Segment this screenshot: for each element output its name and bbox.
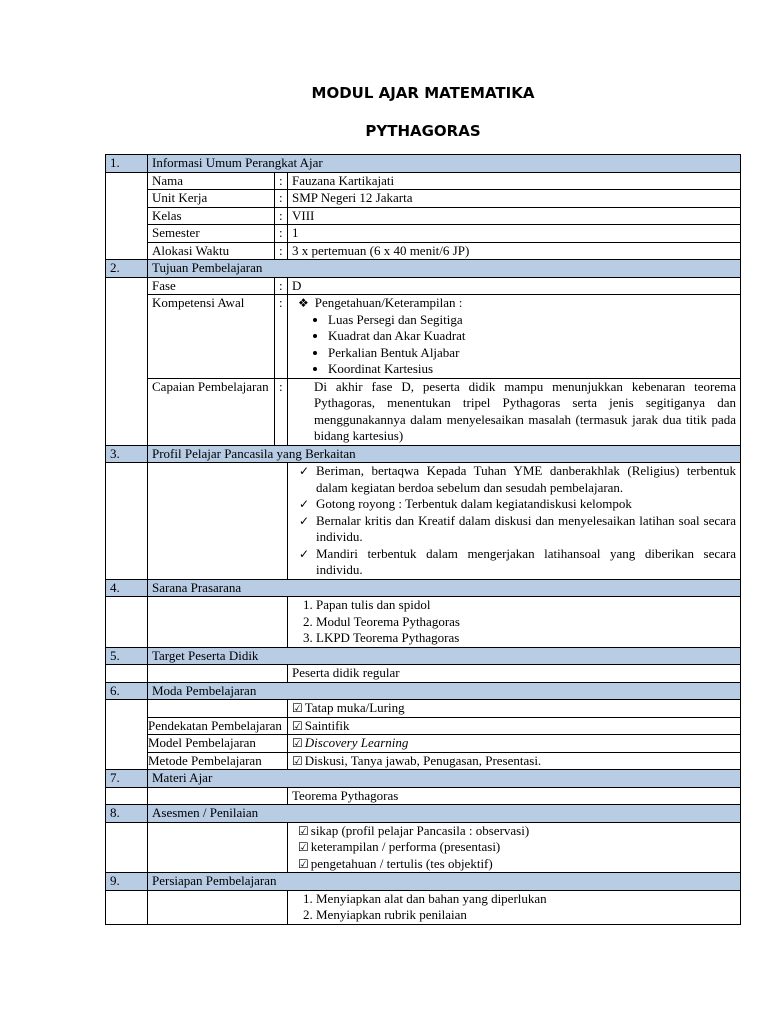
list-item: 1. Menyiapkan alat dan bahan yang diperlukan bbox=[316, 891, 736, 908]
diamond-bullet-icon: ❖ bbox=[298, 296, 309, 310]
section-number: 5. bbox=[106, 647, 148, 665]
row-value: Peserta didik regular bbox=[288, 665, 741, 683]
section-8-header bbox=[106, 805, 741, 823]
profil-content bbox=[288, 463, 741, 580]
list-item: ☑ sikap (profil pelajar Pancasila : observasi) bbox=[298, 822, 530, 838]
colon: : bbox=[275, 378, 288, 445]
row-label: Model Pembelajaran bbox=[148, 735, 288, 753]
module-table bbox=[105, 154, 741, 925]
list-item: • Koordinat Kartesius bbox=[328, 361, 736, 378]
row-model bbox=[106, 735, 741, 753]
section-number: 2. bbox=[106, 260, 148, 278]
row-pendekatan bbox=[106, 717, 741, 735]
list-item: 2. Menyiapkan rubrik penilaian bbox=[316, 907, 736, 924]
row-value: Tatap muka/Luring bbox=[304, 700, 405, 715]
section-heading: Sarana Prasarana bbox=[148, 579, 741, 597]
section-number: 6. bbox=[106, 682, 148, 700]
row-label: Capaian Pembelajaran bbox=[148, 378, 275, 445]
row-value: VIII bbox=[288, 207, 741, 225]
checklist-item: ✓ Gotong royong : Terbentuk dalam kegiatandiskusi kelompok bbox=[316, 496, 736, 513]
colon: : bbox=[275, 277, 288, 295]
row-persiapan bbox=[106, 890, 741, 924]
list-item: • Luas Persegi dan Segitiga bbox=[328, 312, 736, 329]
section-heading: Informasi Umum Perangkat Ajar bbox=[148, 155, 741, 173]
section-4-header bbox=[106, 579, 741, 597]
section-number: 8. bbox=[106, 805, 148, 823]
info-row-semester bbox=[106, 225, 741, 243]
row-kompetensi-awal bbox=[106, 295, 741, 379]
row-label: Kelas bbox=[148, 207, 275, 225]
colon: : bbox=[275, 242, 288, 260]
section-heading: Persiapan Pembelajaran bbox=[148, 873, 741, 891]
section-3-header bbox=[106, 445, 741, 463]
document-subtitle: PYTHAGORAS bbox=[365, 122, 481, 140]
colon: : bbox=[275, 190, 288, 208]
list-item: 2. Modul Teorema Pythagoras bbox=[316, 614, 736, 631]
row-value: Teorema Pythagoras bbox=[288, 787, 741, 805]
row-moda bbox=[106, 700, 741, 718]
row-value: Diskusi, Tanya jawab, Penugasan, Presentasi. bbox=[304, 752, 542, 768]
section-number: 1. bbox=[106, 155, 148, 173]
section-1-header bbox=[106, 155, 741, 173]
colon: : bbox=[275, 172, 288, 190]
row-asesmen bbox=[106, 822, 741, 873]
info-row-unit-kerja bbox=[106, 190, 741, 208]
row-profil-list bbox=[106, 463, 741, 580]
section-heading: Materi Ajar bbox=[148, 770, 741, 788]
row-capaian-pembelajaran bbox=[106, 378, 741, 445]
row-label: Nama bbox=[148, 172, 275, 190]
kompetensi-heading: Pengetahuan/Keterampilan : bbox=[314, 295, 463, 310]
checkbox-checked-icon: ☑ bbox=[298, 823, 309, 838]
checkbox-checked-icon: ☑ bbox=[292, 718, 303, 733]
row-label: Kompetensi Awal bbox=[148, 295, 275, 379]
row-sarana-list bbox=[106, 597, 741, 648]
row-value: 3 x pertemuan (6 x 40 menit/6 JP) bbox=[288, 242, 741, 260]
section-heading: Target Peserta Didik bbox=[148, 647, 741, 665]
section-heading: Asesmen / Penilaian bbox=[148, 805, 741, 823]
capaian-text: Di akhir fase D, peserta didik mampu menunjukkan kebenaran teorema Pythagoras, menentukan tripel Pythagoras serta jenis segitiganya dan menggunakannya dalam menyelesaikan masalah (termasuk jarak dua titik pada bidang kartesius) bbox=[288, 378, 741, 445]
row-label: Alokasi Waktu bbox=[148, 242, 275, 260]
row-value: SMP Negeri 12 Jakarta bbox=[288, 190, 741, 208]
list-item: ☑ pengetahuan / tertulis (tes objektif) bbox=[298, 855, 493, 871]
checkbox-checked-icon: ☑ bbox=[298, 856, 309, 871]
row-value: Fauzana Kartikajati bbox=[288, 172, 741, 190]
row-label: Metode Pembelajaran bbox=[148, 752, 288, 770]
checkbox-checked-icon: ☑ bbox=[292, 701, 303, 715]
list-item: • Perkalian Bentuk Aljabar bbox=[328, 345, 736, 362]
section-9-header bbox=[106, 873, 741, 891]
row-label: Semester bbox=[148, 225, 275, 243]
checkbox-checked-icon: ☑ bbox=[298, 840, 309, 854]
persiapan-list bbox=[292, 891, 736, 924]
document-title: MODUL AJAR MATEMATIKA bbox=[311, 84, 535, 102]
info-row-nama bbox=[106, 172, 741, 190]
checkbox-checked-icon: ☑ bbox=[292, 753, 303, 768]
checkbox-checked-icon: ☑ bbox=[292, 736, 303, 750]
row-metode bbox=[106, 752, 741, 770]
list-item: ☑ keterampilan / performa (presentasi) bbox=[298, 839, 501, 854]
colon: : bbox=[275, 207, 288, 225]
section-heading: Tujuan Pembelajaran bbox=[148, 260, 741, 278]
row-value: Discovery Learning bbox=[304, 735, 409, 750]
row-value: 1 bbox=[288, 225, 741, 243]
row-label: Pendekatan Pembelajaran bbox=[148, 717, 288, 735]
section-6-header bbox=[106, 682, 741, 700]
row-value: Saintifik bbox=[304, 717, 350, 733]
section-heading: Profil Pelajar Pancasila yang Berkaitan bbox=[148, 445, 741, 463]
section-number: 4. bbox=[106, 579, 148, 597]
row-target bbox=[106, 665, 741, 683]
list-item: 1. Papan tulis dan spidol bbox=[316, 597, 736, 614]
checklist-item: ✓ Beriman, bertaqwa Kepada Tuhan YME danberakhlak (Religius) terbentuk dalam kegiatan berdoa sebelum dan sesudah pembelajaran. bbox=[316, 463, 736, 496]
row-value: D bbox=[288, 277, 741, 295]
list-item: • Kuadrat dan Akar Kuadrat bbox=[328, 328, 736, 345]
section-number: 3. bbox=[106, 445, 148, 463]
profil-checklist bbox=[292, 463, 736, 579]
row-label: Fase bbox=[148, 277, 275, 295]
row-materi bbox=[106, 787, 741, 805]
section-5-header bbox=[106, 647, 741, 665]
colon: : bbox=[275, 295, 288, 379]
row-label: Unit Kerja bbox=[148, 190, 275, 208]
list-item: 3. LKPD Teorema Pythagoras bbox=[316, 630, 736, 647]
kompetensi-content bbox=[288, 295, 741, 379]
checklist-item: ✓ Bernalar kritis dan Kreatif dalam diskusi dan menyelesaikan latihan soal secara individu. bbox=[316, 513, 736, 546]
section-2-header bbox=[106, 260, 741, 278]
section-heading: Moda Pembelajaran bbox=[148, 682, 741, 700]
info-row-alokasi-waktu bbox=[106, 242, 741, 260]
row-fase bbox=[106, 277, 741, 295]
colon: : bbox=[275, 225, 288, 243]
section-number: 7. bbox=[106, 770, 148, 788]
checklist-item: ✓ Mandiri terbentuk dalam mengerjakan latihansoal yang diberikan secara individu. bbox=[316, 546, 736, 579]
sarana-list bbox=[292, 597, 736, 647]
kompetensi-list bbox=[292, 312, 736, 378]
section-7-header bbox=[106, 770, 741, 788]
info-row-kelas bbox=[106, 207, 741, 225]
section-number: 9. bbox=[106, 873, 148, 891]
